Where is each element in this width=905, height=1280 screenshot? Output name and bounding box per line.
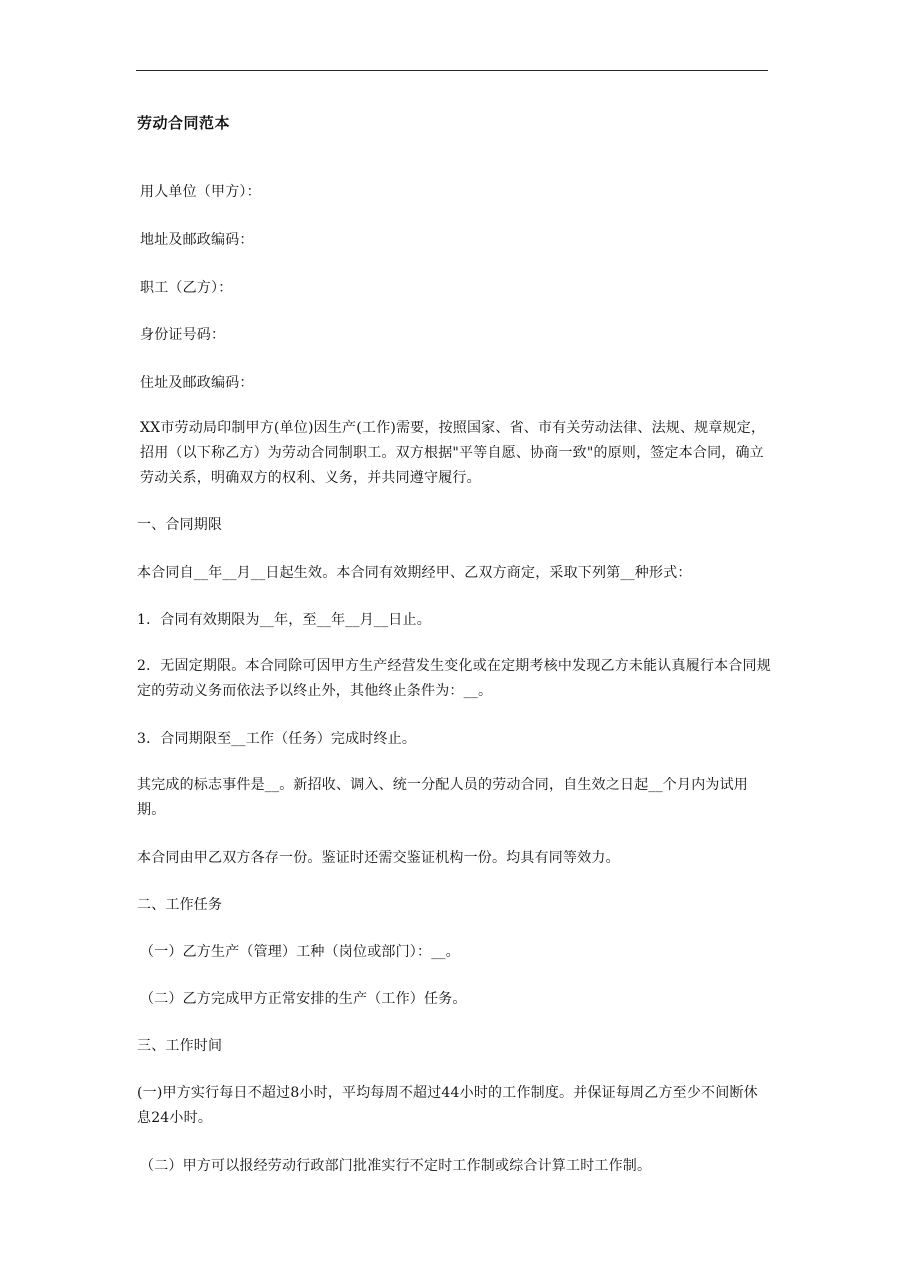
document-title: 劳动合同范本 <box>137 114 231 132</box>
term-option-3: 3．合同期限至__工作（任务）完成时终止。 <box>137 731 417 747</box>
hours-item-1: (一)甲方实行每日不超过8小时，平均每周不超过44小时的工作制度。并保证每周乙方至少不间断休息24小时。 <box>137 1085 758 1126</box>
task-item-2: （二）乙方完成甲方正常安排的生产（工作）任务。 <box>140 991 467 1007</box>
top-divider <box>136 70 768 71</box>
employer-address-label: 地址及邮政编码： <box>140 232 254 248</box>
term-option-1: 1．合同有效期限为__年，至__年__月__日止。 <box>137 612 431 628</box>
employee-field-label: 职工（乙方）： <box>140 280 233 296</box>
term-option-2: 2．无固定期限。本合同除可因甲方生产经营发生变化或在定期考核中发现乙方未能认真履行本合同规定的劳动义务而依法予以终止外，其他终止条件为：__。 <box>137 658 771 699</box>
section-heading-term: 一、合同期限 <box>137 517 223 533</box>
employer-field-label: 用人单位（甲方）： <box>140 184 261 200</box>
task-item-1: （一）乙方生产（管理）工种（岗位或部门）：__。 <box>140 944 460 960</box>
section-heading-hours: 三、工作时间 <box>137 1038 223 1054</box>
section-heading-tasks: 二、工作任务 <box>137 897 223 913</box>
probation-paragraph: 其完成的标志事件是__。新招收、调入、统一分配人员的劳动合同，自生效之日起__个月内为试用期。 <box>137 777 748 818</box>
term-intro-paragraph: 本合同自__年__月__日起生效。本合同有效期经甲、乙双方商定，采取下列第__种形式： <box>137 565 692 581</box>
hours-item-2: （二）甲方可以报经劳动行政部门批准实行不定时工作制或综合计算工时工作制。 <box>140 1158 652 1174</box>
employee-address-label: 住址及邮政编码： <box>140 375 254 391</box>
preamble-paragraph: XX市劳动局印制甲方(单位)因生产(工作)需要，按照国家、省、市有关劳动法律、法规、规章规定，招用（以下称乙方）为劳动合同制职工。双方根据"平等自愿、协商一致"的原则，签定本合同，确立劳动关系，明确双方的权利、义务，并共同遵守履行。 <box>140 420 766 486</box>
id-number-label: 身份证号码： <box>140 327 226 343</box>
copies-paragraph: 本合同由甲乙双方各存一份。鉴证时还需交鉴证机构一份。均具有同等效力。 <box>137 850 620 866</box>
